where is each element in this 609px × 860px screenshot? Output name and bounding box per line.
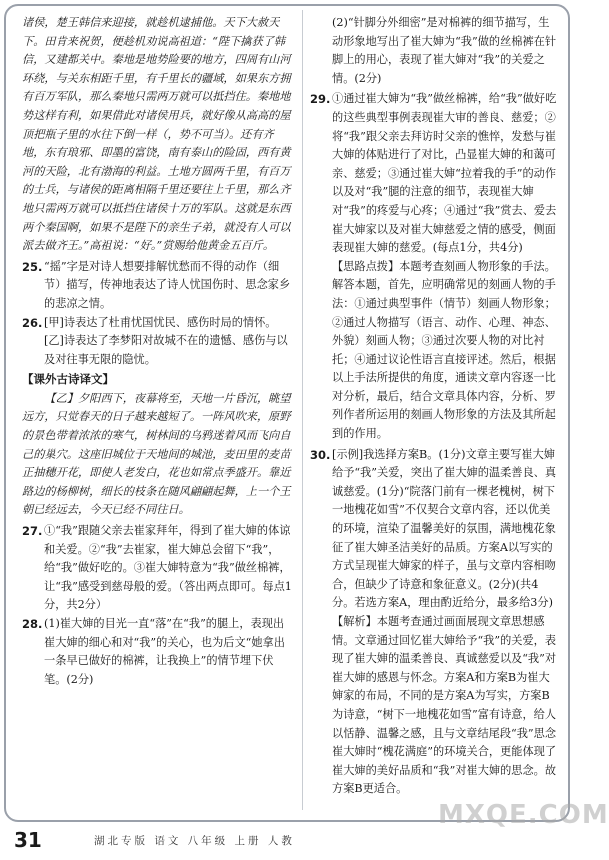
question-number: 26.: [22, 315, 43, 330]
question-29: [310, 90, 560, 257]
question-number: 30.: [310, 447, 331, 462]
section-heading: 【课外古诗译文】: [22, 372, 114, 387]
question-27: [22, 522, 294, 615]
question-number: 29.: [310, 92, 331, 107]
watermark: MXQE.COM: [438, 800, 609, 830]
answer-text: ①“我”跟随父亲去崔家拜年，得到了崔大婶的体谅和关爱。②“我”去崔家，崔大婶总会留下“我”，给“我”做好吃的。③崔大婶特意为“我”做丝棉裤，让“我”感受到慈母般的爱。（答出两点即可。每点1分，共2分）: [44, 524, 292, 612]
left-column: [22, 14, 294, 689]
answer-text: ①通过崔大婶为“我”做丝棉裤，给“我”做好吃的这些典型事例表现崔大审的善良、慈爱；②将“我”跟父亲去拜访时父亲的憔悴，发愁与崔大婶的体贴进行了对比，凸显崔大婶的和蔼可亲、慈爱；③通过崔大婶“拉着我的手”的动作以及对“我”腿的注意的细节，表现崔大婶对“我”的疼爱与心疼；④通过“我”赏去、爱去崔大婶家以及对崔大婶慈爱之情的感受，侧面表现崔大婶的慈爱。(每点1分，共4分): [332, 92, 557, 255]
page-number: 31: [14, 828, 42, 852]
poem-translation: 【乙】夕阳西下，夜幕将至，天地一片昏沉，眺望远方，只觉春天的日子越来越短了。一阵风吹来，原野的景色带着浓浓的寒气，树林间的乌鸦迷着风而飞向自己的巢穴。这座旧城位于天地间的城池，麦田里的麦苗正抽穗开花，即使人老发白，花也如常点季盛开。靠近路边的杨柳树，细长的枝条在随风翩翩起舞，上一个王朝已经远去，今天已经不同往日。: [22, 391, 291, 517]
footer-edition: 湖北专版 语文 八年级 上册 人教: [94, 834, 295, 847]
analysis-note: 【解析】本题考查通过画面展现文章思想感情。文章通过回忆崔大婶给予“我”的关爱，表现了崔大婶的温柔善良、真诚慈爱以及“我”对崔大婶的感恩与怀念。方案A和方案B为崔大婶家的布局，不同的是方案A为写实，方案B为诗意，“树下一地槐花如雪”富有诗意，给人以恬静、温馨之感，且与文章结尾段“我”思念崔大婶时“槐花满庭”的环境关合，更能体现了崔大婶的美好品质和“我”对崔大婶的思念。故方案B更适合。: [332, 615, 557, 796]
answer-text: “摇”字是对诗人想要排解忧愁而不得的动作（细节）描写，传神地表达了诗人忧国伤时、思念家乡的悲凉之情。: [44, 259, 291, 310]
question-28-part-2: (2)“针脚分外细密”是对棉裤的细节描写，生动形象地写出了崔大婶为“我”做的丝棉裤在针脚上的用心，表现了崔大婶对“我”的关爱之情。(2分): [332, 16, 557, 85]
translation-continued: 诸侯，楚王韩信来迎接，就趁机逮捕他。天下大赦天下。田肯来祝贺，便趁机劝说高祖道：“陛下擒获了韩信，又建都关中。秦地是地势险要的地方，四周有山河环绕，与关东相距千里，有千里长的疆域，如果东方拥有百万军队，那么秦地只需两万就可以抵挡住。秦地地势这样有利，如果借此对诸侯用兵，就好像从高高的屋顶把瓶子里的水往下倒一样（，势不可当）。还有齐地，东有琅邪、即墨的富饶，南有泰山的险固，西有黄河的天险，北有渤海的利益。土地方圆两千里，有百万的士兵，与诸侯的距离相隔千里还要往上千里，那么齐地只需两万就可以抵挡住诸侯十万的军队。这就是东西两个秦国啊，如果不是陛下的亲生子弟，就没有人可以派去做齐王。”高祖说：“好。”赏赐给他黄金五百斤。: [22, 16, 291, 253]
page-footer: [14, 826, 562, 854]
answer-text: [示例]我选择方案B。(1分)文章主要写崔大婶给予“我”关爱，突出了崔大婶的温柔善良、真诚慈爱。(1分)“院落门前有一棵老槐树，树下一地槐花如雪”不仅契合文章内容，还以优美的环境，渲染了温馨美好的氛围，满地槐花象征了崔大婶圣洁美好的品质。方案A以写实的方式呈现崔大婶家的样子，虽与文章内容相吻合，但缺少了诗意和象征意义。(2分)(共4分。若选方案A，理由酌近给分，最多给3分): [332, 447, 557, 610]
question-30: [310, 446, 560, 613]
question-number: 25.: [22, 259, 43, 274]
answer-text: (1)崔大婶的目光一直“落”在“我”的腿上，表现出崔大婶的细心和对“我”的关心，也为后文“她拿出一条早已做好的棉裤，让我换上”的情节埋下伏笔。(2分): [44, 617, 285, 686]
question-number: 27.: [22, 524, 43, 539]
question-28: [22, 615, 294, 689]
question-25: [22, 258, 294, 314]
question-26: [22, 314, 294, 370]
thinking-tip: 【思路点拨】本题考查刻画人物形象的手法。解答本题，首先，应明确常见的刻画人物的手法：①通过典型事件（情节）刻画人物形象；②通过人物描写（语言、动作、心理、神态、外貌）刻画人物；③通过次要人物的对比衬托；④通过议论性语言直接评述。然后，根据以上手法所提供的角度，通读文章内容逐一比对分析，最后，结合文章具体内容，分析、罗列作者所运用的刻画人物形象的方法及其所起到的作用。: [332, 259, 556, 441]
right-column: [310, 14, 560, 801]
question-number: 28.: [22, 617, 43, 631]
column-divider: [302, 10, 303, 810]
answer-text: [甲]诗表达了杜甫忧国忧民、感伤时局的情怀。[乙]诗表达了李梦阳对故城不在的遗憾、感伤与以及对往事无限的隐忧。: [44, 315, 288, 366]
